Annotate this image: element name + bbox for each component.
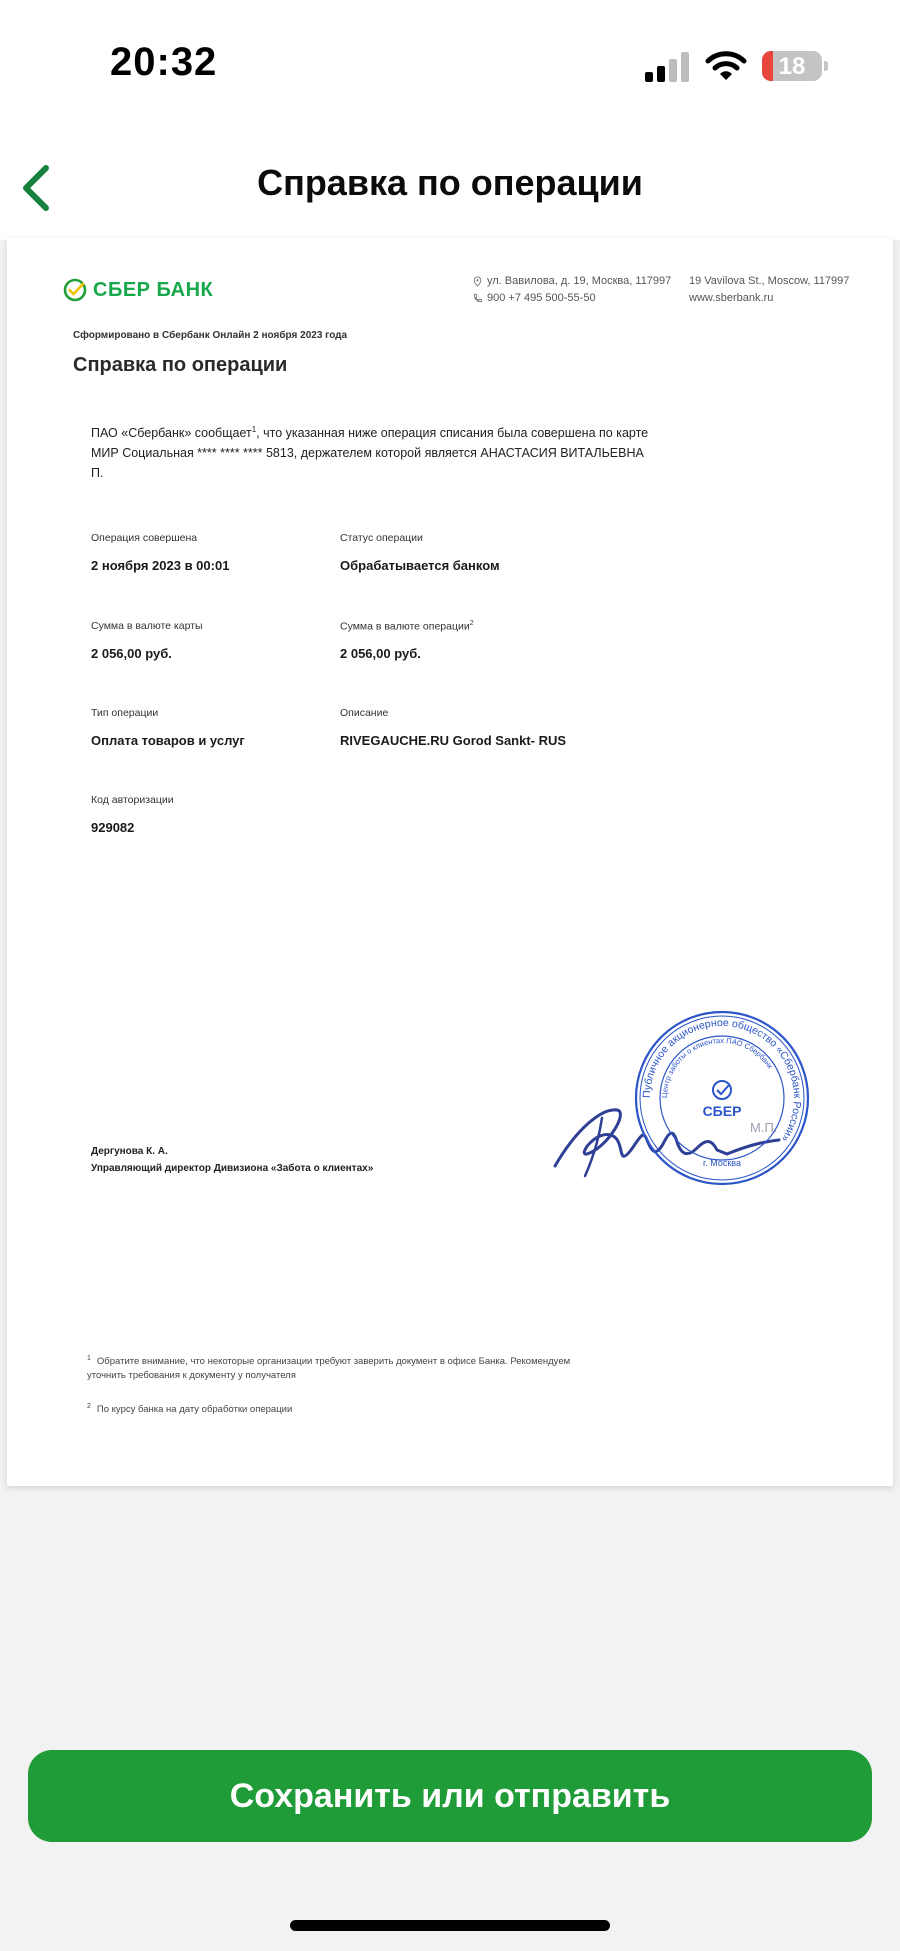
logo-text: СБЕР БАНК [93,278,214,301]
bank-address-ru [472,273,671,307]
status-time: 20:32 [110,40,218,84]
page-title: Справка по операции [257,162,643,203]
save-or-send-button[interactable]: Сохранить или отправить [28,1750,872,1842]
battery-level: 18 [778,53,806,80]
description-label: Описание [340,707,389,719]
operation-date-value: 2 ноября 2023 в 00:01 [91,558,230,573]
document-title: Справка по операции [73,354,288,376]
auth-code-value: 929082 [91,820,135,835]
operation-amount-label: Сумма в валюте операции$^2$ [340,620,474,633]
footnote-2: $^2$ По курсу банка на дату обработки операции [87,1403,293,1416]
signer-position: Управляющий директор Дивизиона «Забота о клиентах» [91,1163,374,1174]
bank-address-en [689,273,849,307]
battery-indicator [762,51,822,81]
company-stamp [632,1008,812,1188]
address-en-line-1: 19 Vavilova St., Moscow, 117997 [689,275,850,287]
operation-type-value: Оплата товаров и услуг [91,733,245,748]
top-bar [0,0,900,240]
operation-amount-value: 2 056,00 руб. [340,646,421,661]
phone-icon [472,293,483,304]
intro-text: ПАО «Сбербанк» сообщает$^1$, что указанная ниже операция списания была совершена по карте МИР Социальная **** **** **** 5813, держателем которой является АНАСТАСИЯ ВИТАЛЬЕВНА П. [91,425,649,481]
stamp-inner-text: Центр заботы о клиентах ПАО Сбербанк [659,1035,775,1099]
operation-date-label: Операция совершена [91,532,198,544]
stamp-city: г. Москва [703,1158,741,1168]
card-amount-value: 2 056,00 руб. [91,646,172,661]
phone-line: 900 +7 495 500-55-50 [487,292,596,304]
sber-logo [63,274,213,306]
auth-code-label: Код авторизации [91,794,174,806]
sber-logo-icon [63,278,87,302]
signer-block [91,1143,373,1177]
document-page [7,238,893,1486]
wifi-icon [705,50,747,82]
stamp-outer-text: Публичное акционерное общество «Сбербанк России» [640,1016,804,1144]
status-label: Статус операции [340,532,423,544]
description-value: RIVEGAUCHE.RU Gorod Sankt- RUS [340,733,567,748]
cellular-signal-icon [645,52,691,82]
location-pin-icon [472,276,483,287]
stamp-mp: М.П. [750,1120,778,1135]
operation-type-label: Тип операции [91,707,159,719]
home-indicator [290,1920,610,1931]
formed-date: Сформировано в Сбербанк Онлайн 2 ноября 2023 года [73,330,348,341]
stamp-brand: СБЕР [702,1103,742,1119]
address-line-1: ул. Вавилова, д. 19, Москва, 117997 [487,275,672,287]
footnote-1: $^1$ Обратите внимание, что некоторые организации требуют заверить документ в офисе Банка. Рекомендуем уточнить требования к документу у получателя [87,1355,571,1382]
card-amount-label: Сумма в валюте карты [91,620,203,632]
website-line: www.sberbank.ru [689,292,774,304]
signer-name: Дергунова К. А. [91,1146,168,1157]
status-value: Обрабатывается банком [340,558,500,573]
